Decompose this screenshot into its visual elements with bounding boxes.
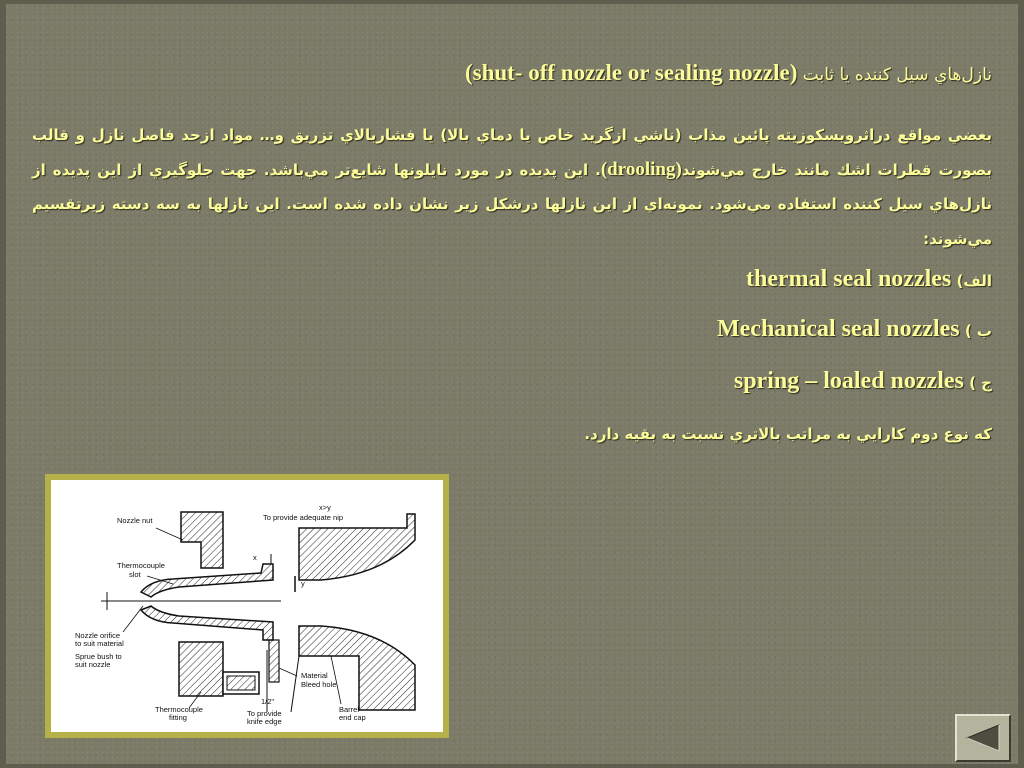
label-half-inch: 1/2"	[261, 697, 275, 706]
label-y: y	[301, 579, 305, 588]
item-marker: الف)	[956, 272, 992, 290]
label-adequate-nip: To provide adequate nip	[263, 513, 344, 522]
label-thermocouple-fitting: Thermocouple	[155, 705, 203, 714]
label-x: x	[253, 553, 257, 562]
previous-slide-button[interactable]	[955, 714, 1011, 762]
label-bleed-hole: Bleed hole	[301, 680, 337, 689]
body-paragraph	[32, 118, 992, 256]
slide-title	[465, 60, 992, 86]
paragraph-part-2: . اين پديده در مورد نايلونها شايع‌تر مي‌باشد. جهت جلوگيري از اين پديده از نازل‌هاي سيل كننده استفاده مي‌شود. نمونه‌اي از اين نازلها درشكل زير نشان داده شده است. اين نازلها به سه دسته زيرتقسيم مي‌شوند:	[32, 160, 992, 248]
item-name: Mechanical seal nozzles	[716, 316, 960, 342]
nozzle-type-item	[734, 368, 992, 395]
nozzle-type-item	[717, 316, 992, 343]
label-nozzle-orifice: Nozzle orifice	[75, 631, 121, 640]
triangle-left-icon	[964, 722, 1002, 754]
barrel-end-cap-lower	[299, 626, 415, 710]
nozzle-diagram-figure	[45, 474, 449, 738]
label-thermocouple-fitting: fitting	[169, 713, 187, 722]
label-barrel-end-cap: Barrel	[339, 705, 360, 714]
label-knife-edge: knife edge	[247, 717, 282, 726]
title-persian: نازل‌هاي سيل كننده يا ثابت	[802, 65, 992, 85]
label-knife-edge: To provide	[247, 709, 282, 718]
label-nozzle-nut: Nozzle nut	[117, 516, 153, 525]
paragraph-term-drooling: (drooling)	[600, 158, 682, 180]
barrel-end-cap-upper	[299, 514, 415, 580]
paragraph-part-1: بعضي مواقع دراثرويسكوزيته پائين مذاب (ناشي ازگريد خاص يا دماي بالا) يا فشاربالاي تزريق و… مواد ازحد فاصل نازل و قالب بصورت قطرات اشك مانند خارج مي‌شوند	[32, 126, 993, 179]
label-nozzle-orifice: to suit material	[75, 639, 124, 648]
label-sprue-bush: suit nozzle	[75, 660, 111, 669]
nozzle-body-lower	[141, 606, 273, 640]
item-marker: ج )	[969, 374, 992, 392]
label-material: Material	[301, 671, 328, 680]
item-name: thermal seal nozzles	[745, 266, 952, 292]
label-x-gt-y: x>y	[319, 503, 331, 512]
nozzle-nut-shape	[181, 512, 223, 568]
label-thermocouple-slot: slot	[129, 570, 141, 579]
nozzle-type-item	[746, 266, 992, 293]
nozzle-diagram	[51, 480, 443, 732]
label-barrel-end-cap: end cap	[339, 713, 366, 722]
item-marker: ب )	[964, 322, 992, 340]
label-thermocouple-slot: Thermocouple	[117, 561, 165, 570]
title-english: (shut- off nozzle or sealing nozzle)	[464, 60, 798, 85]
closing-sentence: كه نوع دوم كارايي به مراتب بالاتري نسبت به بقيه دارد.	[584, 425, 992, 443]
item-name: spring – loaled nozzles	[733, 368, 964, 394]
label-sprue-bush: Sprue bush to	[75, 652, 122, 661]
